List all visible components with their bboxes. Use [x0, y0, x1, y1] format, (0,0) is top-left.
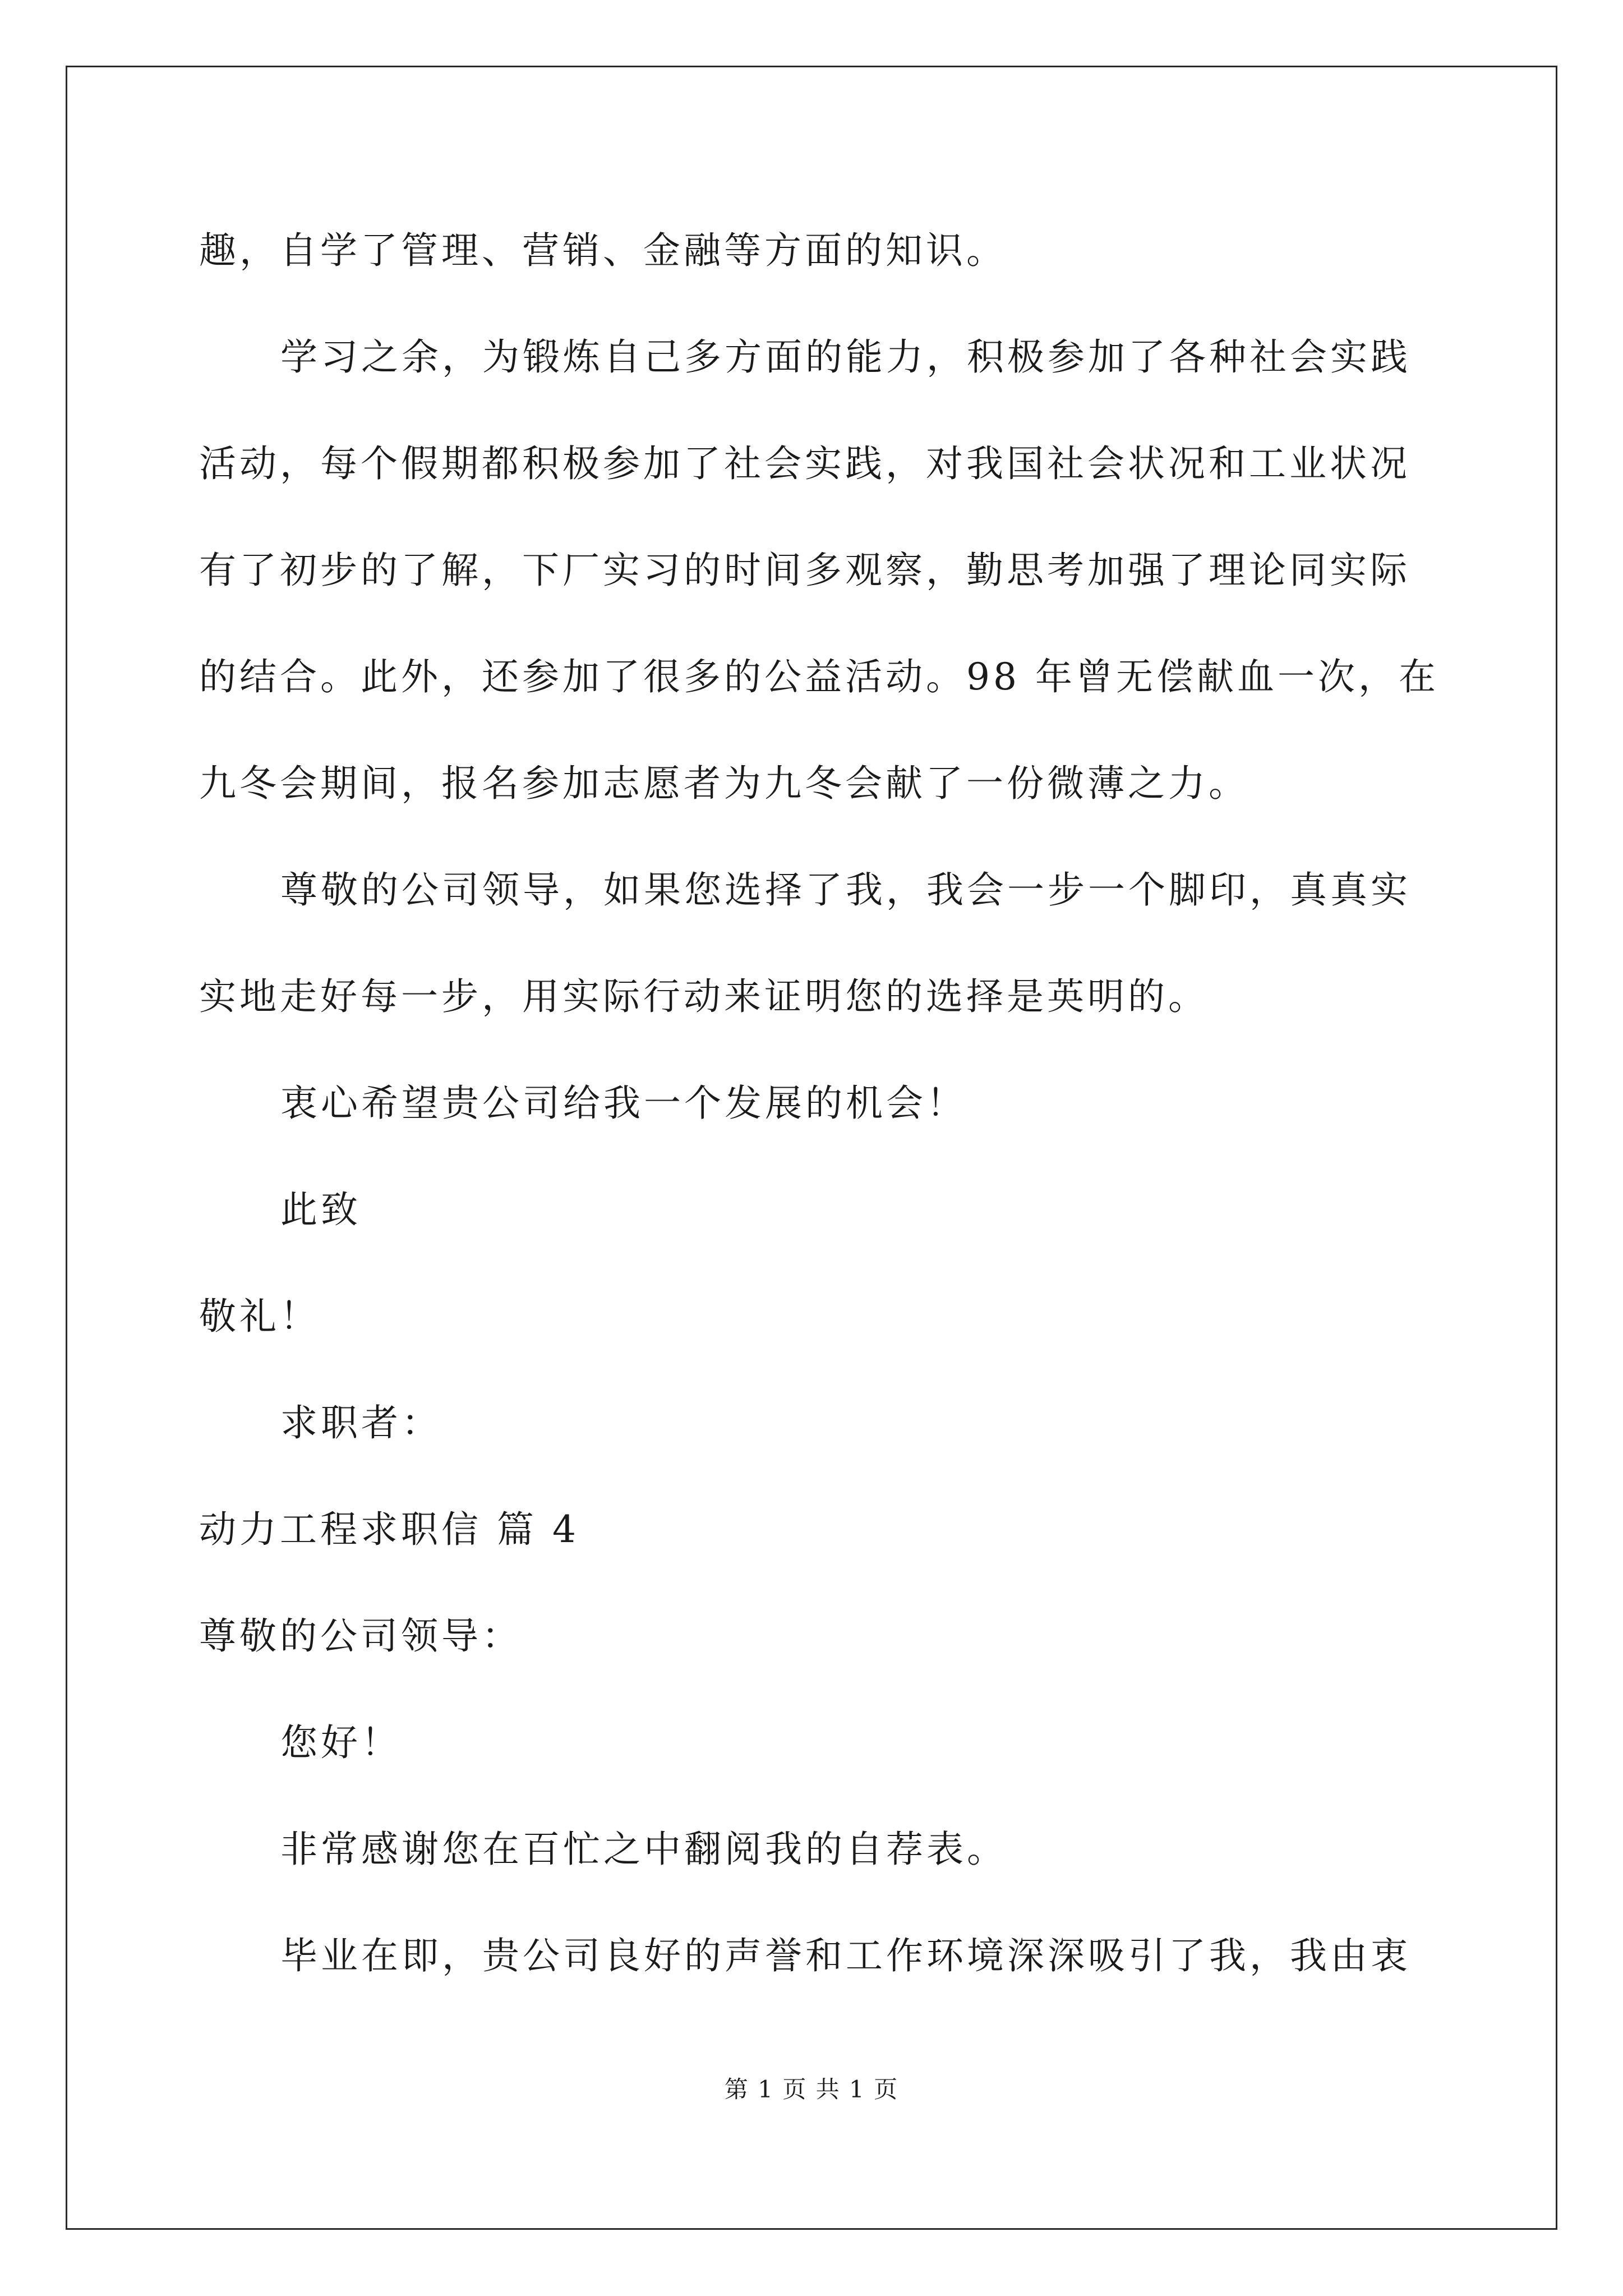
text-line-9: 衷心希望贵公司给我一个发展的机会！	[280, 1082, 967, 1125]
text-line-5: 的结合。此外，还参加了很多的公益活动。98 年曾无偿献血一次，在	[199, 655, 1439, 698]
text-line-3: 活动，每个假期都积极参加了社会实践，对我国社会状况和工业状况	[199, 442, 1410, 485]
text-line-17: 毕业在即，贵公司良好的声誉和工作环境深深吸引了我，我由衷	[280, 1934, 1411, 1977]
greeting: 您好！	[280, 1721, 402, 1764]
text-line-8: 实地走好每一步，用实际行动来证明您的选择是英明的。	[199, 975, 1209, 1018]
greeting-addressee: 尊敬的公司领导：	[199, 1614, 522, 1658]
section-heading: 动力工程求职信 篇 4	[199, 1508, 579, 1551]
closing-regards: 敬礼！	[199, 1295, 320, 1338]
text-line-7: 尊敬的公司领导，如果您选择了我，我会一步一个脚印，真真实	[280, 868, 1411, 912]
text-line-6: 九冬会期间，报名参加志愿者为九冬会献了一份微薄之力。	[199, 762, 1249, 805]
text-line-1: 趣，自学了管理、营销、金融等方面的知识。	[199, 229, 1007, 272]
text-line-4: 有了初步的了解，下厂实习的时间多观察，勤思考加强了理论同实际	[199, 549, 1410, 592]
text-line-2: 学习之余，为锻炼自己多方面的能力，积极参加了各种社会实践	[280, 335, 1411, 379]
signature-label: 求职者：	[280, 1401, 442, 1444]
text-line-16: 非常感谢您在百忙之中翻阅我的自荐表。	[280, 1828, 1007, 1871]
closing-salutation: 此致	[280, 1188, 361, 1231]
page-border	[66, 66, 1557, 2230]
page-number-footer: 第 1 页 共 1 页	[724, 2076, 899, 2103]
